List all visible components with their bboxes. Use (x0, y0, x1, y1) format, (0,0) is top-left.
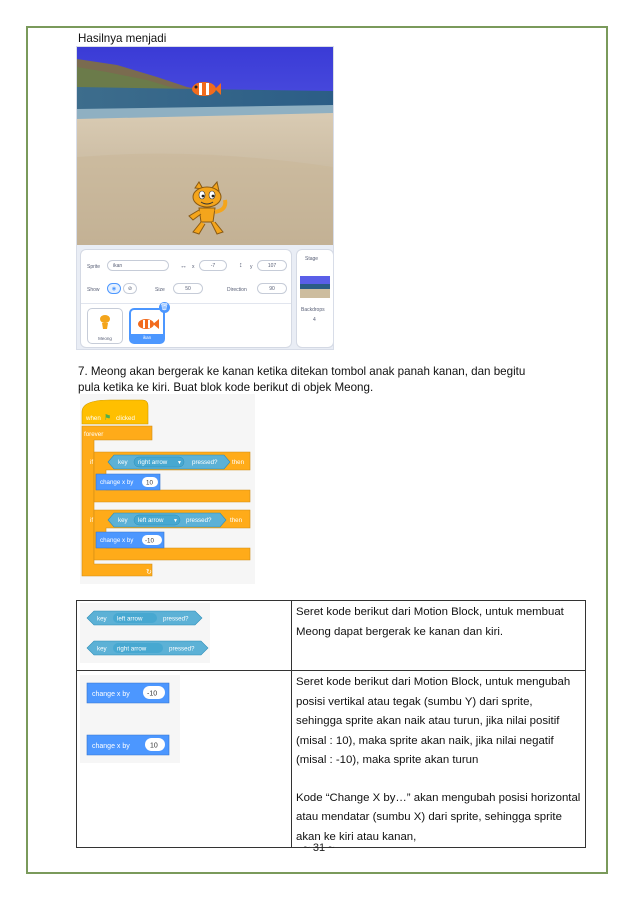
right-arrow-text: right arrow (138, 459, 168, 466)
change-x-text: change x by (100, 479, 134, 486)
right-arrow-text: right arrow (117, 645, 147, 653)
if-text: if (90, 517, 94, 524)
size-label: Size (155, 287, 165, 293)
value-10-text: 10 (146, 479, 153, 487)
loop-arrow-icon: ↻ (146, 569, 152, 576)
pressed-text: pressed? (163, 615, 189, 623)
change-x-text: change x by (92, 743, 130, 750)
green-flag-icon: ⚑ (104, 413, 112, 422)
step7-line1: 7. Meong akan bergerak ke kanan ketika ditekan tombol anak panah kanan, dan begitu (78, 365, 526, 378)
cat-sprite[interactable] (185, 180, 229, 238)
show-visible-icon[interactable]: ◉ (107, 283, 121, 294)
when-text: when (86, 415, 101, 422)
explanation-table (76, 600, 586, 848)
direction-label: Direction (227, 287, 247, 293)
page-number: ~ 31 ~ (303, 842, 335, 854)
sprite-tile-label: Meong (98, 336, 112, 341)
show-hidden-icon[interactable]: ⊘ (123, 283, 137, 294)
sprite-label: Sprite (87, 264, 101, 270)
key-text: key (97, 615, 107, 623)
value-minus10-text: -10 (145, 537, 154, 545)
change-x-text: change x by (92, 691, 130, 698)
row1-description: Seret kode berikut dari Motion Block, untuk membuat Meong dapat bergerak ke kanan dan kiri. (296, 606, 564, 638)
key-text: key (118, 517, 128, 524)
sprite-tile-ikan[interactable] (129, 308, 165, 344)
dropdown-caret-icon: ▼ (177, 460, 182, 466)
delete-sprite-icon[interactable]: 🗑 (160, 304, 169, 311)
row2-description-cell (292, 671, 586, 848)
backdrops-count: 4 (313, 317, 316, 323)
fish-sprite[interactable] (191, 80, 221, 98)
value-minus10-text: -10 (147, 690, 158, 698)
sensing-blocks-image (77, 601, 291, 665)
y-field[interactable]: 107 (257, 260, 287, 271)
if-text: if (90, 459, 94, 466)
then-text: then (232, 459, 245, 466)
table-row (77, 601, 586, 671)
x-arrows-icon: ↔ (180, 263, 187, 270)
left-arrow-text: left arrow (117, 615, 143, 623)
forever-text: forever (84, 431, 104, 438)
y-label: y (250, 264, 253, 270)
motion-blocks-image (77, 671, 291, 767)
scratch-screenshot (76, 46, 334, 350)
table-row (77, 671, 586, 848)
key-text: key (118, 459, 128, 466)
cat-thumbnail-icon (97, 313, 113, 331)
pressed-text: pressed? (169, 645, 195, 653)
code-blocks-svg (80, 394, 255, 584)
sprite-name-field[interactable]: ikan (107, 260, 169, 271)
change-x-text: change x by (100, 537, 134, 544)
code-block-image (80, 394, 255, 584)
then-text: then (230, 517, 243, 524)
size-field[interactable]: 50 (173, 283, 203, 294)
step7-line2: pula ketika ke kiri. Buat blok kode berikut di objek Meong. (78, 381, 374, 394)
sensing-block-cell (77, 601, 292, 671)
panel-divider (81, 303, 291, 304)
sprite-info-panel (80, 249, 292, 348)
sprite-tile-meong[interactable] (87, 308, 123, 344)
stage-label: Stage (305, 256, 319, 262)
value-10-text: 10 (150, 742, 158, 750)
left-arrow-text: left arrow (138, 517, 164, 524)
x-field[interactable]: -7 (199, 260, 227, 271)
clicked-text: clicked (116, 415, 135, 422)
stage-thumbnail[interactable] (300, 276, 330, 298)
row2-paragraph-2: Kode “Change X by…” akan mengubah posisi horizontal atau mendatar (sumbu X) dari sprite, sehingga sprite akan ke kiri atau kanan, (296, 791, 581, 843)
sprite-tile-label: ikan (131, 334, 163, 342)
pressed-text: pressed? (186, 517, 212, 524)
direction-field[interactable]: 90 (257, 283, 287, 294)
dropdown-caret-icon: ▼ (173, 518, 178, 524)
heading-result: Hasilnya menjadi (78, 32, 167, 45)
stage-view (77, 47, 333, 245)
backdrops-label: Backdrops (301, 307, 325, 313)
y-arrows-icon: ↕ (239, 262, 243, 269)
row2-paragraph-1: Seret kode berikut dari Motion Block, untuk mengubah posisi vertikal atau tegak (sumbu Y) dari sprite, sehingga sprite akan naik atau turun, jika nilai positif (misal : 10), maka sprite akan naik, jika nilai negatif (misal : -10), maka sprite akan turun (296, 676, 571, 766)
motion-block-cell (77, 671, 292, 848)
stage-panel (296, 249, 334, 348)
show-label: Show (87, 287, 100, 293)
fish-thumbnail-icon (137, 318, 159, 330)
row1-description-cell (292, 601, 586, 671)
x-label: x (192, 264, 195, 270)
key-text: key (97, 645, 107, 653)
pressed-text: pressed? (192, 459, 218, 466)
